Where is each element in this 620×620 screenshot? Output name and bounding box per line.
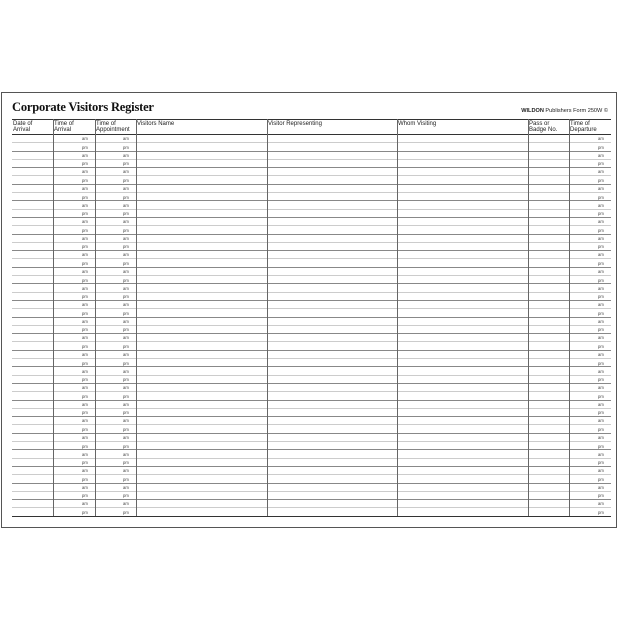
pm-label: pm [82, 410, 88, 416]
pm-label: pm [598, 377, 604, 383]
entry-row-am[interactable] [12, 467, 611, 475]
pm-label: pm [123, 294, 129, 300]
entry-row-pm[interactable] [12, 392, 611, 400]
column-header: Pass or Badge No. [529, 121, 558, 134]
am-label: am [598, 368, 604, 374]
pm-label: pm [123, 493, 129, 499]
entry-row-pm[interactable] [12, 193, 611, 201]
column-divider [136, 119, 137, 517]
am-label: am [598, 285, 604, 291]
am-label: am [598, 385, 604, 391]
am-label: am [598, 451, 604, 457]
am-label: am [82, 368, 88, 374]
entry-row-am[interactable] [12, 417, 611, 425]
am-label: am [598, 219, 604, 225]
pm-label: pm [123, 144, 129, 150]
pm-label: pm [82, 460, 88, 466]
am-label: am [123, 335, 129, 341]
pm-label: pm [82, 493, 88, 499]
entry-row-pm[interactable] [12, 226, 611, 234]
entry-row-am[interactable] [12, 235, 611, 243]
entry-row-am[interactable] [12, 168, 611, 176]
entry-row-am[interactable] [12, 135, 611, 143]
am-label: am [123, 169, 129, 175]
am-label: am [598, 252, 604, 258]
am-label: am [82, 302, 88, 308]
am-label: am [82, 484, 88, 490]
am-label: am [82, 434, 88, 440]
am-label: am [598, 185, 604, 191]
am-label: am [598, 501, 604, 507]
entry-row-am[interactable] [12, 318, 611, 326]
header-row [12, 119, 611, 135]
column-divider [267, 119, 268, 517]
entry-row-pm[interactable] [12, 293, 611, 301]
pm-label: pm [82, 294, 88, 300]
am-label: am [82, 185, 88, 191]
pm-label: pm [598, 510, 604, 516]
pm-label: pm [123, 261, 129, 267]
pm-label: pm [82, 261, 88, 267]
pm-label: pm [598, 161, 604, 167]
am-label: am [598, 468, 604, 474]
entry-row-am[interactable] [12, 401, 611, 409]
pm-label: pm [82, 277, 88, 283]
pm-label: pm [123, 310, 129, 316]
am-label: am [82, 385, 88, 391]
entry-row-am[interactable] [12, 251, 611, 259]
pm-label: pm [82, 393, 88, 399]
am-label: am [82, 252, 88, 258]
entry-row-pm[interactable] [12, 426, 611, 434]
table-bottom-border [12, 516, 611, 517]
pm-label: pm [598, 327, 604, 333]
am-label: am [123, 268, 129, 274]
am-label: am [123, 484, 129, 490]
pm-label: pm [123, 227, 129, 233]
am-label: am [598, 136, 604, 142]
am-label: am [123, 434, 129, 440]
am-label: am [123, 235, 129, 241]
pm-label: pm [598, 427, 604, 433]
entry-row-pm[interactable] [12, 376, 611, 384]
am-label: am [123, 501, 129, 507]
pm-label: pm [82, 427, 88, 433]
pm-label: pm [123, 178, 129, 184]
pm-label: pm [598, 227, 604, 233]
pm-label: pm [82, 161, 88, 167]
am-label: am [123, 401, 129, 407]
entry-row-pm[interactable] [12, 243, 611, 251]
publisher-brand: WILDON [521, 108, 544, 114]
am-label: am [82, 285, 88, 291]
entry-row-am[interactable] [12, 434, 611, 442]
pm-label: pm [598, 410, 604, 416]
pm-label: pm [123, 327, 129, 333]
pm-label: pm [123, 443, 129, 449]
pm-label: pm [82, 510, 88, 516]
entry-row-pm[interactable] [12, 459, 611, 467]
am-label: am [82, 501, 88, 507]
entry-row-am[interactable] [12, 500, 611, 508]
am-label: am [82, 219, 88, 225]
pm-label: pm [598, 178, 604, 184]
pm-label: pm [82, 377, 88, 383]
pm-label: pm [123, 476, 129, 482]
entry-row-am[interactable] [12, 450, 611, 458]
pm-label: pm [123, 211, 129, 217]
column-divider [569, 119, 570, 517]
am-label: am [598, 418, 604, 424]
pm-label: pm [123, 393, 129, 399]
entry-row-pm[interactable] [12, 210, 611, 218]
am-label: am [123, 451, 129, 457]
entry-row-pm[interactable] [12, 409, 611, 417]
pm-label: pm [82, 211, 88, 217]
entry-row-pm[interactable] [12, 160, 611, 168]
column-divider [95, 119, 96, 517]
entry-row-pm[interactable] [12, 359, 611, 367]
am-label: am [82, 235, 88, 241]
am-label: am [598, 302, 604, 308]
pm-label: pm [123, 277, 129, 283]
entry-row-pm[interactable] [12, 442, 611, 450]
pm-label: pm [598, 360, 604, 366]
pm-label: pm [82, 194, 88, 200]
am-label: am [123, 418, 129, 424]
am-label: am [123, 136, 129, 142]
pm-label: pm [82, 360, 88, 366]
entry-row-am[interactable] [12, 367, 611, 375]
am-label: am [123, 285, 129, 291]
entry-row-am[interactable] [12, 218, 611, 226]
form-title: Corporate Visitors Register [12, 100, 154, 114]
pm-label: pm [82, 144, 88, 150]
am-label: am [598, 434, 604, 440]
pm-label: pm [598, 493, 604, 499]
entry-row-pm[interactable] [12, 492, 611, 500]
pm-label: pm [123, 344, 129, 350]
pm-label: pm [123, 244, 129, 250]
register-table [12, 119, 611, 520]
am-label: am [82, 136, 88, 142]
column-divider [397, 119, 398, 517]
am-label: am [598, 268, 604, 274]
entry-row-am[interactable] [12, 301, 611, 309]
pm-label: pm [123, 460, 129, 466]
entry-row-am[interactable] [12, 185, 611, 193]
pm-label: pm [598, 310, 604, 316]
pm-label: pm [123, 194, 129, 200]
entry-row-pm[interactable] [12, 475, 611, 483]
column-header: Time of Appointment [96, 121, 130, 134]
pm-label: pm [598, 443, 604, 449]
am-label: am [82, 401, 88, 407]
pm-label: pm [123, 410, 129, 416]
am-label: am [82, 468, 88, 474]
column-header: Visitor Representing [268, 121, 322, 127]
am-label: am [598, 152, 604, 158]
column-divider [53, 119, 54, 517]
entry-row-pm[interactable] [12, 309, 611, 317]
entry-row-am[interactable] [12, 152, 611, 160]
entry-row-pm[interactable] [12, 276, 611, 284]
am-label: am [82, 451, 88, 457]
pm-label: pm [598, 393, 604, 399]
am-label: am [598, 235, 604, 241]
publisher-form-number: Publishers Form 250W © [543, 108, 608, 114]
column-header: Date of Arrival [13, 121, 33, 134]
am-label: am [123, 252, 129, 258]
pm-label: pm [123, 360, 129, 366]
pm-label: pm [82, 178, 88, 184]
am-label: am [598, 335, 604, 341]
pm-label: pm [598, 244, 604, 250]
am-label: am [598, 351, 604, 357]
entry-row-pm[interactable] [12, 143, 611, 151]
am-label: am [123, 385, 129, 391]
am-label: am [598, 484, 604, 490]
am-label: am [123, 185, 129, 191]
pm-label: pm [82, 244, 88, 250]
am-label: am [82, 418, 88, 424]
am-label: am [123, 152, 129, 158]
pm-label: pm [82, 476, 88, 482]
pm-label: pm [598, 344, 604, 350]
entry-row-am[interactable] [12, 284, 611, 292]
am-label: am [82, 202, 88, 208]
column-header: Time of Arrival [54, 121, 74, 134]
entry-row-pm[interactable] [12, 260, 611, 268]
publisher-credit [521, 108, 608, 114]
am-label: am [598, 169, 604, 175]
am-label: am [123, 368, 129, 374]
am-label: am [123, 318, 129, 324]
entry-row-am[interactable] [12, 484, 611, 492]
am-label: am [82, 152, 88, 158]
column-header: Visitors Name [137, 121, 175, 127]
am-label: am [82, 318, 88, 324]
entry-row-am[interactable] [12, 334, 611, 342]
entry-row-am[interactable] [12, 351, 611, 359]
am-label: am [123, 351, 129, 357]
am-label: am [598, 202, 604, 208]
pm-label: pm [123, 427, 129, 433]
pm-label: pm [598, 194, 604, 200]
column-header: Whom Visiting [398, 121, 437, 127]
pm-label: pm [82, 310, 88, 316]
entry-row-am[interactable] [12, 201, 611, 209]
entry-row-pm[interactable] [12, 326, 611, 334]
pm-label: pm [598, 476, 604, 482]
pm-label: pm [598, 460, 604, 466]
pm-label: pm [598, 294, 604, 300]
register-sheet [1, 92, 617, 528]
am-label: am [123, 219, 129, 225]
pm-label: pm [598, 277, 604, 283]
pm-label: pm [123, 510, 129, 516]
am-label: am [82, 335, 88, 341]
column-divider [528, 119, 529, 517]
am-label: am [123, 468, 129, 474]
am-label: am [598, 318, 604, 324]
entry-row-am[interactable] [12, 384, 611, 392]
entry-row-pm[interactable] [12, 177, 611, 185]
am-label: am [598, 401, 604, 407]
pm-label: pm [82, 227, 88, 233]
pm-label: pm [82, 443, 88, 449]
pm-label: pm [598, 144, 604, 150]
am-label: am [82, 351, 88, 357]
pm-label: pm [123, 377, 129, 383]
am-label: am [123, 202, 129, 208]
pm-label: pm [123, 161, 129, 167]
am-label: am [123, 302, 129, 308]
am-label: am [82, 268, 88, 274]
am-label: am [82, 169, 88, 175]
column-header: Time of Departure [570, 121, 597, 134]
pm-label: pm [598, 211, 604, 217]
pm-label: pm [598, 261, 604, 267]
entry-row-pm[interactable] [12, 343, 611, 351]
pm-label: pm [82, 344, 88, 350]
entry-row-am[interactable] [12, 268, 611, 276]
pm-label: pm [82, 327, 88, 333]
